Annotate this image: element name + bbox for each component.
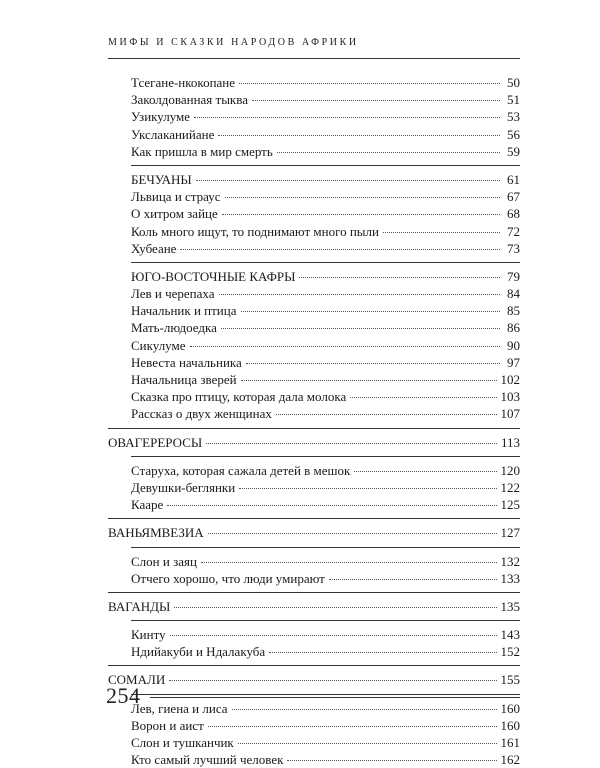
toc-entry-title: Лев и черепаха [131,286,215,302]
toc-entry-title: Сикулуме [131,337,186,353]
table-of-contents [108,74,520,768]
leader-dots [252,100,500,101]
leader-dots [208,533,497,534]
subsection-rule [131,165,520,166]
toc-entry-page: 73 [507,240,520,256]
toc-section-heading[interactable] [108,524,520,541]
leader-dots [201,562,497,563]
toc-entry[interactable] [108,223,520,240]
toc-entry-page: 135 [500,598,520,614]
leader-dots [218,135,500,136]
leader-dots [277,152,500,153]
toc-entry-title: ЮГО-ВОСТОЧНЫЕ КАФРЫ [131,268,296,284]
toc-entry[interactable] [108,74,520,91]
toc-entry[interactable] [108,285,520,302]
leader-dots [180,249,500,250]
toc-entry-page: 107 [500,406,520,422]
leader-dots [276,414,497,415]
header-rule [108,58,520,59]
leader-dots [354,471,496,472]
toc-section-somali [108,665,520,768]
leader-dots [196,180,500,181]
toc-entry-page: 51 [507,92,520,108]
toc-entry-page: 59 [507,143,520,159]
toc-entry-page: 132 [500,553,520,569]
toc-entry-page: 133 [500,570,520,586]
toc-entry[interactable] [108,570,520,587]
toc-entry-page: 122 [500,479,520,495]
toc-entry-title: Старуха, которая сажала детей в мешок [131,462,351,478]
toc-entry[interactable] [108,388,520,405]
toc-entry[interactable] [108,126,520,143]
toc-section-vagandy [108,592,520,661]
toc-entry-page: 86 [507,320,520,336]
leader-dots [329,579,497,580]
toc-entry-title: Кааре [131,497,164,513]
toc-subsection-heading[interactable] [108,268,520,285]
page-number: 254 [106,683,141,708]
toc-entry-page: 160 [500,700,520,716]
leader-dots [239,488,496,489]
leader-dots [222,214,500,215]
leader-dots [174,607,496,608]
leader-dots [225,197,500,198]
toc-entry[interactable] [108,479,520,496]
leader-dots [194,117,500,118]
leader-dots [190,346,500,347]
toc-entry-title: Девушки-беглянки [131,479,236,495]
leader-dots [169,680,496,681]
toc-entry[interactable] [108,302,520,319]
toc-entry-page: 90 [507,337,520,353]
toc-entry-title: Сказка про птицу, которая дала молока [131,389,347,405]
toc-entry-page: 160 [500,717,520,733]
toc-entry-title: Коль много ищут, то поднимают много пыли [131,223,379,239]
toc-entry-title: Невеста начальника [131,354,242,370]
toc-entry[interactable] [108,371,520,388]
toc-subsection-heading[interactable] [108,171,520,188]
toc-entry-title: СОМАЛИ [108,672,166,688]
toc-section-ovagerero [108,428,520,514]
toc-entry-title: Рассказ о двух женщинах [131,406,272,422]
leader-dots [246,363,500,364]
toc-entry[interactable] [108,91,520,108]
toc-entry-page: 143 [500,627,520,643]
toc-entry[interactable] [108,717,520,734]
toc-entry-page: 103 [500,389,520,405]
toc-entry-title: Отчего хорошо, что люди умирают [131,570,325,586]
running-head: МИФЫ И СКАЗКИ НАРОДОВ АФРИКИ [108,37,359,48]
toc-entry-page: 113 [500,434,520,450]
leader-dots [299,277,500,278]
toc-entry-page: 85 [507,303,520,319]
toc-entry[interactable] [108,496,520,513]
toc-entry-title: Начальница зверей [131,372,237,387]
leader-dots [269,652,496,653]
toc-entry-page: 56 [507,126,520,142]
toc-entry[interactable] [108,240,520,257]
toc-entry-title: ОВАГЕРЕРОСЫ [108,434,203,450]
toc-entry[interactable] [108,354,520,371]
toc-entry[interactable] [108,205,520,222]
leader-dots [219,294,501,295]
leader-dots [238,743,497,744]
toc-entry[interactable] [108,553,520,570]
subsection-rule [131,262,520,263]
toc-entry-title: О хитром зайце [131,206,218,222]
toc-section-heading[interactable] [108,598,520,615]
leader-dots [350,397,496,398]
toc-entry-page: 120 [500,462,520,478]
toc-entry[interactable] [108,143,520,160]
leader-dots [241,380,497,381]
toc-entry-title: Хубеане [131,240,177,256]
footer-rule [150,697,520,698]
toc-entry-page: 61 [507,171,520,187]
toc-entry-title: Как пришла в мир смерть [131,143,273,159]
toc-continuation [108,74,520,423]
toc-entry-page: 72 [507,223,520,239]
toc-entry-title: Кинту [131,627,166,643]
toc-entry-title: Слон и тушканчик [131,735,234,750]
toc-entry-page: 67 [507,189,520,205]
toc-entry-title: Слон и заяц [131,553,197,569]
toc-section-heading[interactable] [108,434,520,451]
toc-entry-page: 152 [500,644,520,660]
toc-entry[interactable] [108,319,520,336]
toc-entry[interactable] [108,643,520,660]
toc-entry-page: 79 [507,268,520,284]
leader-dots [383,232,500,233]
toc-entry-page: 162 [500,752,520,768]
subsection-rule [131,456,520,457]
leader-dots [206,443,497,444]
toc-entry-page: 155 [500,672,520,688]
toc-entry-title: Узикулуме [131,109,191,125]
leader-dots [170,635,497,636]
subsection-rule [131,694,520,695]
toc-entry-page: 53 [507,109,520,125]
toc-entry[interactable] [108,751,520,768]
toc-entry-title: Начальник и птица [131,303,237,319]
toc-entry-title: Мать-людоедка [131,320,217,336]
leader-dots [221,328,500,329]
toc-entry-title: ВАГАНДЫ [108,598,171,614]
toc-entry-page: 84 [507,286,520,302]
toc-section-heading[interactable] [108,671,520,688]
toc-entry-title: Кто самый лучший человек [131,752,284,768]
toc-entry-page: 97 [507,354,520,370]
toc-entry-page: 125 [500,497,520,513]
toc-entry-title: БЕЧУАНЫ [131,171,192,187]
leader-dots [167,505,496,506]
toc-entry-title: Тсегане-нкокопане [131,75,236,90]
toc-entry-page: 68 [507,206,520,222]
leader-dots [208,726,497,727]
toc-entry-title: Львица и страус [131,189,221,205]
subsection-rule [131,547,520,548]
toc-entry[interactable] [108,405,520,422]
toc-entry[interactable] [108,700,520,717]
toc-entry-title: Ндийакуби и Ндалакуба [131,644,266,660]
toc-entry-page: 161 [500,735,520,750]
toc-entry-page: 127 [500,525,520,541]
leader-dots [287,760,496,761]
toc-entry[interactable] [108,626,520,643]
toc-entry-title: Ворон и аист [131,717,204,733]
toc-entry[interactable] [108,108,520,125]
toc-section-vanyamvezia [108,518,520,587]
toc-entry-page: 102 [500,372,520,387]
toc-entry-title: Укслаканийане [131,126,215,142]
toc-entry-title: ВАНЬЯМВЕЗИА [108,525,204,541]
toc-entry-title: Лев, гиена и лиса [131,700,228,716]
toc-entry[interactable] [108,462,520,479]
toc-entry-title: Заколдованная тыква [131,92,248,108]
toc-entry[interactable] [108,188,520,205]
leader-dots [232,709,497,710]
subsection-rule [131,620,520,621]
toc-entry[interactable] [108,734,520,751]
toc-entry[interactable] [108,337,520,354]
toc-entry-page: 50 [507,75,520,90]
leader-dots [239,83,500,84]
leader-dots [241,311,501,312]
